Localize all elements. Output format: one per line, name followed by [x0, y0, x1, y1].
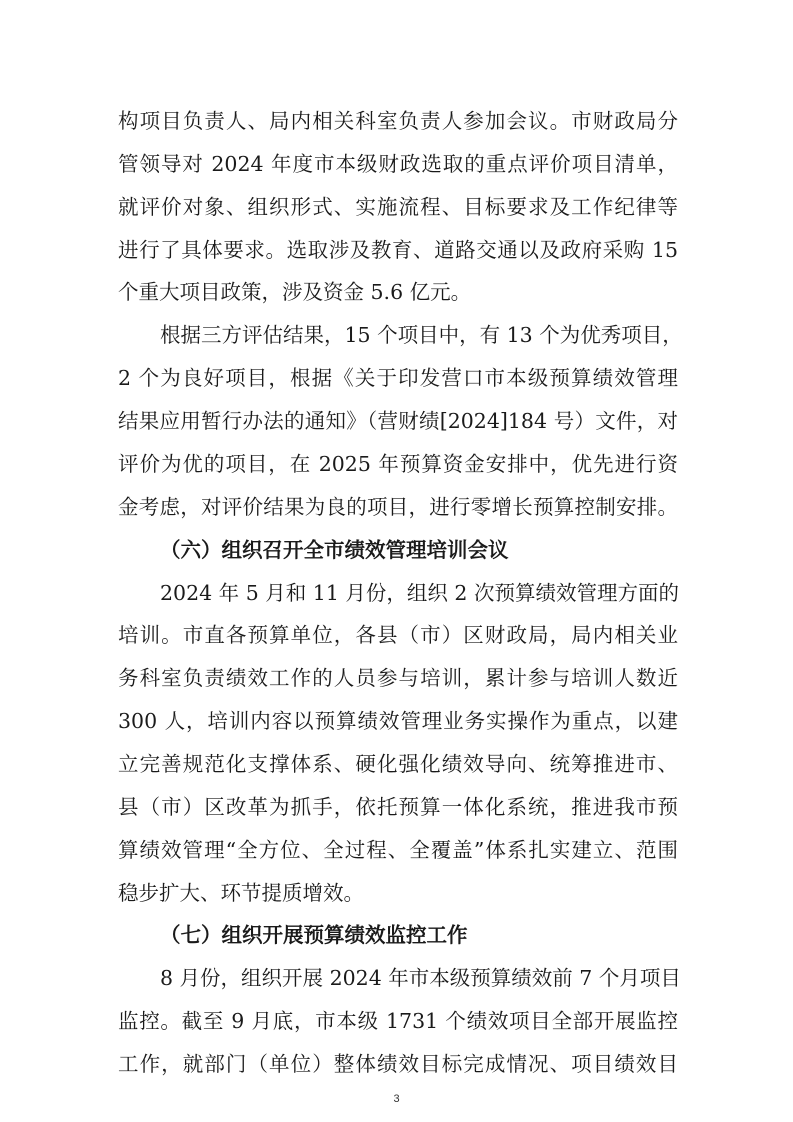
- paragraph-line: 个重大项目政策，涉及资金 5.6 亿元。: [118, 280, 472, 304]
- paragraph-line: 稳步扩大、环节提质增效。: [118, 881, 364, 905]
- paragraph-line: 金考虑，对评价结果为良的项目，进行零增长预算控制安排。: [118, 495, 678, 519]
- paragraph-line: 结果应用暂行办法的通知》（营财绩[2024]184 号）文件，对: [118, 409, 678, 433]
- paragraph-line: 8 月份，组织开展 2024 年市本级预算绩效前 7 个月项目: [160, 966, 681, 990]
- paragraph-line: 管领导对 2024 年度市本级财政选取的重点评价项目清单，: [118, 152, 678, 176]
- paragraph-line: 监控。截至 9 月底，市本级 1731 个绩效项目全部开展监控: [118, 1009, 678, 1033]
- paragraph-line: 县（市）区改革为抓手，依托预算一体化系统，推进我市预: [118, 795, 678, 819]
- paragraph-line: 根据三方评估结果，15 个项目中，有 13 个为优秀项目，: [160, 323, 683, 347]
- paragraph-line: 2024 年 5 月和 11 月份，组织 2 次预算绩效管理方面的: [160, 581, 679, 605]
- paragraph-line: 算绩效管理“全方位、全过程、全覆盖”体系扎实建立、范围: [118, 838, 678, 862]
- paragraph-line: 务科室负责绩效工作的人员参与培训，累计参与培训人数近: [118, 666, 678, 690]
- paragraph-line: 立完善规范化支撑体系、硬化强化绩效导向、统筹推进市、: [118, 752, 678, 776]
- section-heading: （六）组织召开全市绩效管理培训会议: [160, 538, 509, 562]
- paragraph-line: 2 个为良好项目，根据《关于印发营口市本级预算绩效管理: [118, 366, 678, 390]
- paragraph-line: 就评价对象、组织形式、实施流程、目标要求及工作纪律等: [118, 195, 678, 219]
- page-number: 3: [393, 1093, 400, 1105]
- paragraph-line: 进行了具体要求。选取涉及教育、道路交通以及政府采购 15: [118, 238, 678, 262]
- paragraph-line: 300 人，培训内容以预算绩效管理业务实操作为重点，以建: [118, 709, 678, 733]
- paragraph-line: 工作，就部门（单位）整体绩效目标完成情况、项目绩效目: [118, 1052, 678, 1076]
- paragraph-line: 构项目负责人、局内相关科室负责人参加会议。市财政局分: [118, 109, 678, 133]
- paragraph-line: 评价为优的项目，在 2025 年预算资金安排中，优先进行资: [118, 452, 678, 476]
- paragraph-line: 培训。市直各预算单位，各县（市）区财政局，局内相关业: [118, 623, 678, 647]
- section-heading: （七）组织开展预算绩效监控工作: [160, 923, 468, 947]
